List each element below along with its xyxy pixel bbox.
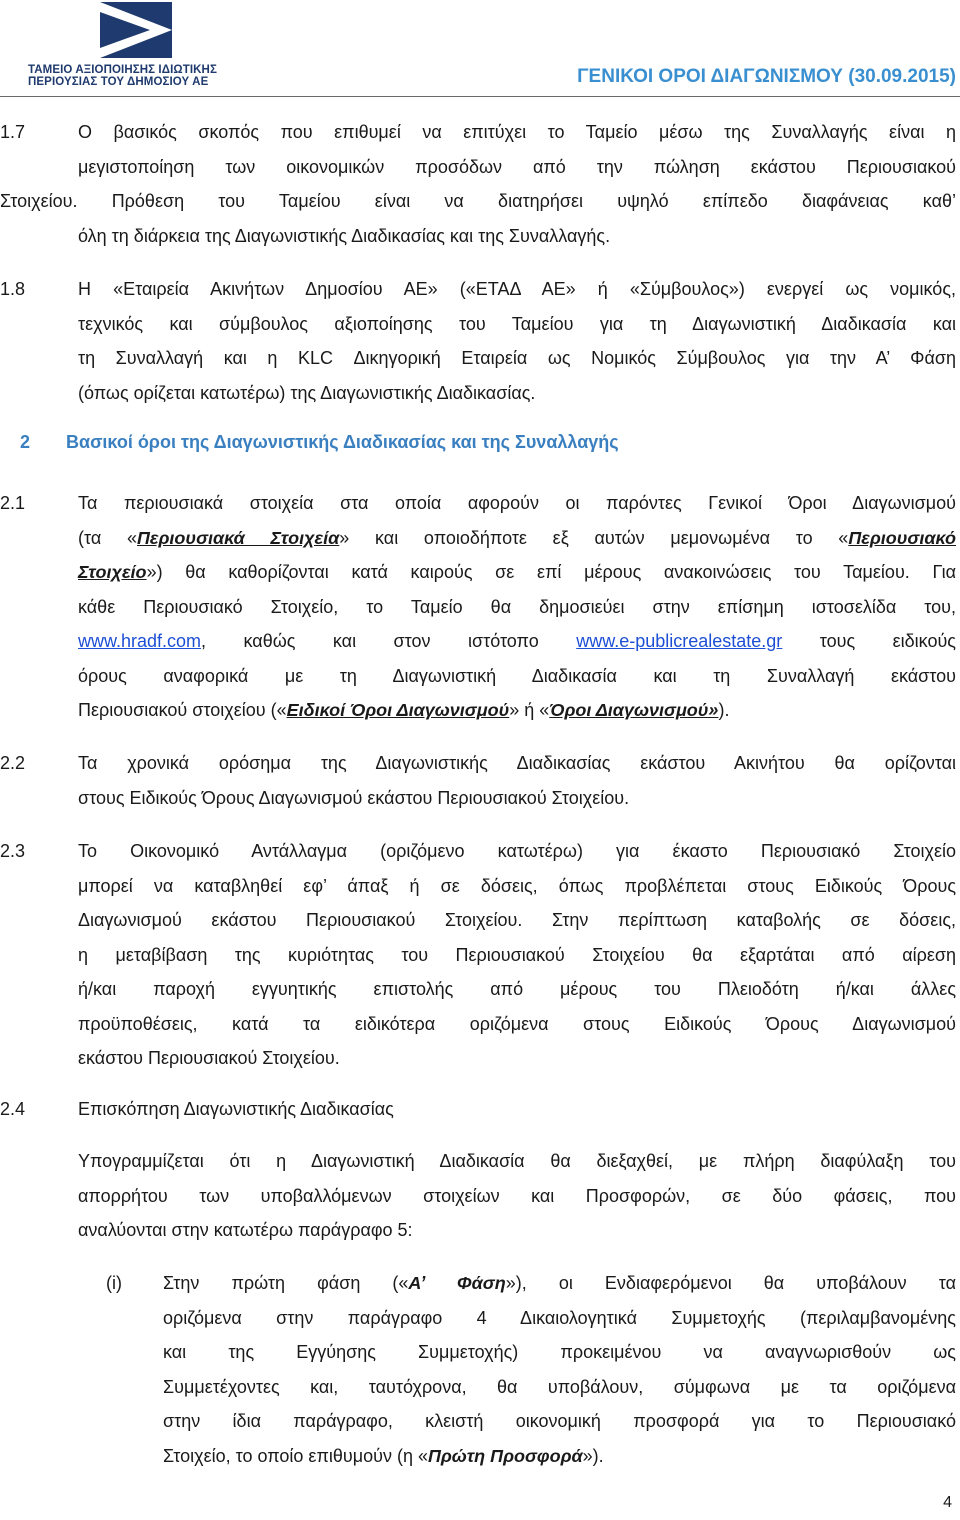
logo-line-2: ΠΕΡΙΟΥΣΙΑΣ ΤΟΥ ΔΗΜΟΣΙΟΥ ΑΕ — [28, 76, 209, 88]
logo-line-1: ΤΑΜΕΙΟ ΑΞΙΟΠΟΙΗΣΗΣ ΙΔΙΩΤΙΚΗΣ — [28, 64, 217, 76]
text-line: όλη τη διάρκεια της Διαγωνιστικής Διαδικασίας και της Συναλλαγής. — [78, 225, 611, 246]
defined-term: Στοιχείο — [78, 562, 147, 582]
text-line — [163, 1266, 956, 1301]
paragraph-number: 2.3 — [0, 841, 26, 861]
defined-term: Α’ Φάση — [408, 1273, 506, 1293]
text-line: όρους αναφορικά με τη Διαγωνιστική Διαδικασία και τη Συναλλαγή εκάστου — [78, 665, 956, 686]
text-fragment: Στοιχείο, το οποίο επιθυμούν (η « — [163, 1445, 428, 1466]
logo-wordmark — [28, 64, 238, 88]
text-line — [78, 555, 956, 590]
text-line: μπορεί να καταβληθεί εφ’ άπαξ ή σε δόσεις, όπως προβλέπεται στους Ειδικούς Όρους — [78, 875, 956, 896]
text-fragment: Στην πρώτη φάση (« — [163, 1273, 409, 1293]
text-line: Συμμετέχοντες και, ταυτόχρονα, θα υποβάλουν, σύμφωνα με τα οριζόμενα — [163, 1376, 956, 1397]
text-line: Η «Εταιρεία Ακινήτων Δημοσίου ΑΕ» («ΕΤΑΔ ΑΕ» ή «Σύμβουλος») ενεργεί ως νομικός, — [78, 279, 956, 299]
subsection-heading: Επισκόπηση Διαγωνιστικής Διαδικασίας — [78, 1099, 394, 1119]
text-line: προϋποθέσεις, κατά τα ειδικότερα οριζόμενα στους Ειδικούς Όρους Διαγωνισμού — [78, 1013, 956, 1034]
text-line: κάθε Περιουσιακό Στοιχείο, το Ταμείο θα δημοσιεύει στην επίσημη ιστοσελίδα του, — [78, 596, 956, 617]
text-fragment: ») θα καθορίζονται κατά καιρούς σε επί μέρους ανακοινώσεις του Ταμείου. Για — [146, 562, 956, 582]
paragraph-number: 1.7 — [0, 122, 26, 142]
list-item-label: (i) — [106, 1273, 122, 1293]
header-divider — [0, 96, 960, 97]
e-publicrealestate-link[interactable]: www.e-publicrealestate.gr — [576, 631, 783, 651]
text-fragment: Πρόθεση του Ταμείου είναι να διατηρήσει υψηλό επίπεδο διαφάνειας καθ’ — [111, 191, 956, 211]
text-line: Το Οικονομικό Αντάλλαγμα (οριζόμενο κατωτέρω) για έκαστο Περιουσιακό Στοιχείο — [78, 841, 956, 861]
paragraph-2-2 — [78, 746, 956, 815]
text-line — [0, 184, 956, 219]
text-line: στους Ειδικούς Όρους Διαγωνισμού εκάστου Περιουσιακού Στοιχείου. — [78, 787, 630, 808]
defined-term: Πρώτη Προσφορά — [427, 1445, 583, 1466]
text-line: Ο βασικός σκοπός που επιθυμεί να επιτύχει το Ταμείο μέσω της Συναλλαγής είναι η — [78, 122, 956, 142]
text-fragment: τους ειδικούς — [819, 631, 956, 651]
text-line: οριζόμενα στην παράγραφο 4 Δικαιολογητικά Συμμετοχής (περιλαμβανομένης — [163, 1307, 956, 1328]
text-line: Τα χρονικά ορόσημα της Διαγωνιστικής Διαδικασίας εκάστου Ακινήτου θα ορίζονται — [78, 753, 956, 773]
text-line: Τα περιουσιακά στοιχεία στα οποία αφορούν οι παρόντες Γενικοί Όροι Διαγωνισμού — [78, 493, 956, 513]
text-line: Διαγωνισμού εκάστου Περιουσιακού Στοιχείου. Στην περίπτωση καταβολής σε δόσεις, — [78, 910, 956, 930]
list-item — [163, 1266, 956, 1473]
text-fragment: (τα « — [78, 527, 137, 548]
text-line: ή/και παροχή εγγυητικής επιστολής από μέρους του Πλειοδότη ή/και άλλες — [78, 979, 956, 999]
text-line: Υπογραμμίζεται ότι η Διαγωνιστική Διαδικασία θα διεξαχθεί, με πλήρη διαφύλαξη του — [78, 1151, 956, 1171]
defined-term: Ειδικοί Όροι Διαγωνισμού — [286, 700, 510, 720]
paragraph-2-3 — [78, 834, 956, 1076]
text-fragment: , καθώς και στον ιστότοπο — [201, 631, 539, 651]
text-line — [78, 521, 956, 556]
text-fragment: » ή « — [509, 700, 550, 720]
section-number: 2 — [20, 432, 31, 452]
text-line: μεγιστοποίηση των οικονομικών προσόδων από την πώληση εκάστου Περιουσιακού — [78, 156, 956, 177]
text-line: και της Εγγύησης Συμμετοχής) προκειμένου να αναγνωρισθούν ως — [163, 1342, 956, 1362]
text-line: απορρήτου των υποβαλλόμενων στοιχείων και Προσφορών, σε δύο φάσεις, που — [78, 1185, 956, 1206]
defined-term: Όροι Διαγωνισμού» — [549, 700, 719, 720]
defined-term: Περιουσιακά Στοιχεία — [137, 527, 340, 548]
text-line: (όπως ορίζεται κατωτέρω) της Διαγωνιστικής Διαδικασίας. — [78, 382, 536, 403]
text-line: η μεταβίβαση της κυριότητας του Περιουσιακού Στοιχείου θα εξαρτάται από αίρεση — [78, 944, 956, 965]
paragraph-number: 2.1 — [0, 493, 26, 513]
paragraph-2-1 — [78, 486, 956, 728]
paragraph-number: 2.4 — [0, 1099, 26, 1119]
paragraph-1-8 — [78, 272, 956, 410]
text-line: στην ίδια παράγραφο, κλειστή οικονομική προσφορά για το Περιουσιακό — [163, 1411, 956, 1431]
logo-mark-icon — [100, 2, 172, 58]
text-line: τη Συναλλαγή και η KLC Δικηγορική Εταιρεία ως Νομικός Σύμβουλος για την Α’ Φάση — [78, 348, 956, 368]
text-line — [163, 1439, 956, 1474]
text-fragment: »), οι Ενδιαφερόμενοι θα υποβάλουν τα — [505, 1273, 956, 1293]
text-fragment: »). — [582, 1445, 604, 1466]
paragraph-number: 2.2 — [0, 753, 26, 773]
text-line: εκάστου Περιουσιακού Στοιχείου. — [78, 1048, 340, 1068]
hradf-link[interactable]: www.hradf.com — [78, 631, 202, 651]
text-fragment: Στοιχείου. — [0, 191, 78, 211]
text-line — [78, 624, 956, 659]
paragraph-number: 1.8 — [0, 279, 26, 299]
section-heading: Βασικοί όροι της Διαγωνιστικής Διαδικασίας και της Συναλλαγής — [66, 432, 619, 452]
text-line: αναλύονται στην κατωτέρω παράγραφο 5: — [78, 1220, 413, 1240]
text-fragment: Περιουσιακού στοιχείου (« — [78, 700, 287, 720]
text-line — [78, 693, 956, 728]
text-line: τεχνικός και σύμβουλος αξιοποίησης του Ταμείου για τη Διαγωνιστική Διαδικασία και — [78, 313, 956, 334]
text-fragment: » και οποιοδήποτε εξ αυτών μεμονωμένα το « — [339, 527, 849, 548]
document-title: ΓΕΝΙΚΟΙ ΟΡΟΙ ΔΙΑΓΩΝΙΣΜΟΥ (30.09.2015) — [577, 66, 956, 87]
defined-term: Περιουσιακό — [848, 527, 956, 548]
paragraph-2-4 — [78, 1144, 956, 1248]
page-number: 4 — [943, 1494, 952, 1511]
text-fragment: ). — [718, 700, 730, 720]
page-header — [0, 0, 960, 100]
